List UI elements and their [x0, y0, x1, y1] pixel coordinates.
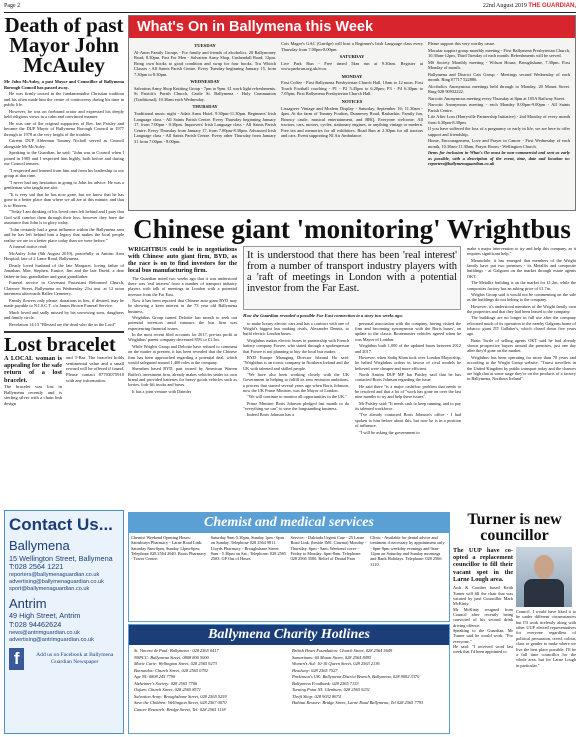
listing: MS Society Monthly meeting - Wilson House, Broughshane, 7.30pm. First Monday of month.	[428, 59, 570, 70]
obituary-paragraph: "John certainly had a great influence within the Ballymena area and he has left behind him a legacy that makes the local people realise we are in a better place today than we were before."	[4, 226, 124, 243]
contact-box	[4, 510, 124, 734]
obituary-paragraph: "It is very sad that he has now gone, but we know that he has gone to a better place than where we all are at this minute, and that is to Heaven.	[4, 191, 124, 208]
charity-entry: Parkinson's UK: Ballymena District Branch, Ballymena, 028 9092 3370	[292, 674, 420, 679]
charity-entry: St. Vincent de Paul: Ballymena - 028 2565 0417	[134, 648, 219, 653]
email-link[interactable]: reporters@ballymenaguardian.co.uk	[9, 572, 100, 579]
charity-entry: British Heart Foundation: Church Street, 028 2564 5649	[292, 648, 393, 653]
chemist-column: Clinic - Available for dental advice and treatment if necessary by appointment only - 6pm-9pm weekday evenings and 9am-12pm on Saturday and Sunday mornings and Bank Holidays. Telephone: 028 2566 3110.	[370, 535, 445, 567]
story-paragraph: Prime Minister Boris Johnson pledged last month to do "everything we can" to save the longstanding business.	[243, 400, 349, 412]
obituary-paragraph: "I never had any hesitation in going to John for advice. He was a gentleman who taught me alot.	[4, 179, 124, 190]
email-link[interactable]: advertising@ballymenaguardian.co.uk	[9, 579, 104, 586]
story-paragraph: Mr McKinty resigned from Council after recently being convicted of his second drink driving offence.	[453, 606, 513, 628]
listing: Salvation Army Shop Knitting Group - 7pm to 9pm. £1 work light refreshments. St Patrick's Parish Church, Castle St. Ballymena - Holy Communion (Traditional), 10.30am each Wednesday.	[134, 85, 276, 102]
story-paragraph: The Guardian noted two weeks ago that it was understood there was 'real interest' from a number of transport industry players with talk of meetings in London with a potential investor from the Far East.	[128, 275, 237, 297]
charity-entry: Samaritans: 60 Mount Street, 028 2564 8495	[292, 654, 372, 660]
charity-entry: Oxfam: Church Street, 028 2565 8571	[134, 687, 201, 692]
charity-entry: Thrift Shop: 028 9032 8674	[292, 693, 341, 699]
facebook-promo[interactable]	[9, 648, 119, 670]
facebook-icon: f	[9, 648, 24, 670]
clipping-quote: It is understood that there has been 'real interest' from a number of transport industry players with a 'raft of meetings in London with a potential investor from the Far East.	[247, 250, 457, 294]
day-heading: THURSDAY	[192, 104, 218, 110]
bracelet-text: The bracelet was lost in Ballymena recently and is sterling silver with a chain link design	[4, 383, 62, 407]
story-lead: WRIGHTBUS could be in negotiations with Chinese auto giant firm, BYD, as the race is on to find investors for the local bus manufacturing firm.	[128, 246, 237, 275]
story-paragraph: Council. I would have liked it to be under different circumstances but I'll work tirelessly along with other UUP elected representatives for everyone regardless of political persuasion, creed, colour, class or gender to make where we live the best place possible. I'll be a full time councillor for the whole area, but for Larne Lough in particular."	[516, 609, 576, 668]
charity-column	[292, 648, 444, 713]
story-paragraph: Shenzhen based BYD, part owned by American Warren Buffet's investment firm, already makes vehicles under its own brand and provided batteries for heavy goods vehicles such as lorries, fork-lift trucks and buses.	[128, 366, 237, 388]
obituary-paragraph: However, he was on firebrand orator and expressed his deeply held religious views in a calm and convinced manner.	[4, 108, 124, 119]
charity-entry: Barnardos: Church Street, 028 2565 0792	[134, 667, 208, 673]
listing: Macular support group monthly meeting - First Ballymena Presbyterian Church, 10.30am-12pm, Third Tuesday of each month. Refreshments will be served.	[428, 47, 570, 58]
story-paragraph: The buildings are no longer in full use after the company relocated much of its operation to the nearby Galgorm home of tobacco giant JTI Gallaher's, which closed down five years ago.	[467, 315, 576, 337]
office-phone[interactable]: T:028 94462624	[9, 620, 62, 630]
story-paragraph: However, it's understood members of the Wright family own the properties and that they had been leased to the company.	[467, 303, 576, 314]
obituary-byline: Mr John McAuley, a past Mayor and Councillor of Ballymena Borough Council has passed away.	[4, 79, 124, 90]
story-column-wide	[243, 246, 461, 436]
listing: Life After Loss (Harryville Partnership Initiative) - 2nd Monday of every month from 6.30pm-8.30pm.	[428, 114, 570, 125]
story-paragraph: While Wrights Group and Deloitte have refused to comment on the matter at present, it has been revealed that the Chinese firm has been approached regarding a potential deal, which would safeguard around 1,400 roles at the company.	[128, 343, 237, 365]
clipping-caption: How the Guardian revealed a possible Far East connection to a story two weeks ago.	[243, 313, 403, 318]
obituary-paragraph: "I respected and learned from him and from his leadership to our group at that time.	[4, 167, 124, 178]
page-number: Page 2	[4, 3, 21, 10]
bracelet-lead: A LOCAL woman is appealing for the safe return of a lost bracelet.	[4, 355, 62, 384]
chemist-column: Saturday 9am-5.30pm, Sunday 1pm - 6pm on Sunday. Telephone 028 2564 9811. Lloyds Pharmacy - Broughshane Street: 9am - 5.30pm on Sat., Telephone: 028 2565 2503. GP Out of Hours	[210, 535, 287, 562]
turner-headline: Turner is new councillor	[467, 511, 562, 544]
paper-name: THE GUARDIAN,	[528, 3, 576, 10]
story-paragraph: Speaking to the Guardian, Mr Turner said he would work: "For everyone."	[453, 628, 513, 644]
press-clipping	[243, 246, 461, 310]
chemist-title: Chemist and medical services	[129, 513, 449, 533]
obituary-paragraph: Family flowers only please, donations in lieu, if desired, may be made payable to N.I.S.C.T. c/o James Brown Funeral Service.	[4, 297, 124, 308]
story-paragraph: Wrightbus Group turned Deloitte last month to seek out potential investors amid rumours the bus firm was experiencing financial issues.	[128, 315, 237, 331]
wrightbus-headline: Chinese giant 'monitoring' Wrightbus	[133, 214, 571, 244]
charity-title: Ballymena Charity Hotlines	[129, 625, 449, 645]
story-paragraph: The Metallix building is on the market for £1.2m, while the composites factory has an asking price of £1.7m.	[467, 280, 576, 291]
listing: Cois Magee's GAC (Gaeilge) will host a Beginner's Irish Language class every Thursday from 7.00pm-8.00pm.	[281, 41, 423, 52]
office-antrim	[9, 596, 119, 644]
charity-entry: Women's Aid: 10-16 Queen Street, 028 2563 2136	[292, 661, 380, 666]
charity-entry: Alzheimer's Society: 028 2565 7706	[134, 680, 198, 686]
office-phone[interactable]: T:028 2564 1221	[9, 562, 64, 572]
day-heading: MONDAY	[341, 73, 363, 79]
listing: Ballymena and District Cats Group - Meetings second Wednesday of each month. Ring 07717 522886.	[428, 71, 570, 82]
listing: Alcoholics Anonymous meetings held through to Monday, 20 Mount Street. Ring 028 90932222.	[428, 83, 570, 94]
charity-entry: Turning Point NI: Glenburn, 028 2565 9231	[292, 687, 370, 692]
listing: Live Park Run - Free timed 5km run at 9.30am. Register at www.parkrun.org.uk/ecos	[281, 60, 423, 72]
lost-bracelet-story	[4, 331, 124, 407]
office-address: 49 High Street, Antrim	[9, 611, 81, 621]
story-paragraph: Mr Paisley said: "It needs cash to keep running, and to pay its talented workforce.	[355, 400, 461, 412]
office-town: Ballymena	[9, 538, 70, 554]
story-paragraph: Wrights Group said it would not be commenting on the sale as the buildings do not belong to the company.	[467, 291, 576, 303]
wrightbus-story	[128, 214, 576, 436]
facebook-text: Add us on Facebook at Ballymena Guardian Newspaper	[36, 651, 114, 665]
turner-story	[453, 512, 576, 668]
bracelet-text: and T-Bar. The bracelet holds sentimental value and a small reward will be offered if found. Please contact 07703075910 with any information.	[66, 355, 124, 383]
story-paragraph: In the most recent filed accounts for 2017, pre-tax profit at Wrightbus' parent company decreased 85% to £1.5m.	[128, 332, 237, 343]
left-column	[4, 15, 124, 407]
listing: Please support this very worthy cause.	[428, 41, 496, 46]
story-paragraph: Indeed Boris Johnson has a	[247, 412, 295, 418]
listing: Home, Encouragement, Love and Prayer in Cancer - First Wednesday of each month, 10.30am-11.30am, Prayer Room - Wellington Church.	[428, 138, 570, 149]
listing: Narcotic Anonymous meeting - each Monday 8.00pm-9.00pm - All Saints Parish Centre.	[428, 102, 570, 113]
day-heading: TUESDAY	[194, 43, 216, 48]
listing: Lissagreer Vintage and Modern Display - Saturday, September 16; 11.30am - 4pm. At the farm of Tommy Foulton, Dunnevey Road, Rasharkin. Family fun, Bouncy castle, musical entertainment, and BBQ. Everyone welcome. All tractors, cars, motors, cycles, stationary engines, or anything vintage or modern. Free tea and memories for all exhibitors. Road Run at 2.30pm for all tractors and cars. Event supporting NI Air Ambulance.	[281, 105, 423, 139]
obituary-headline: Death of past Mayor John McAuley	[4, 13, 124, 77]
charity-entry: Cancer Research: Bridge Street, Tel: 028 2565 1118	[134, 706, 226, 712]
obituary-paragraph: A funeral notice read:	[9, 244, 48, 249]
office-ballymena	[9, 538, 119, 593]
story-column	[128, 246, 237, 436]
charity-column	[134, 648, 286, 713]
whats-on-title: What's On in Ballymena this Week	[129, 16, 575, 38]
obituary-paragraph: Much loved and sadly missed by his sorrowing sons, daughters and family circle.	[4, 309, 124, 320]
obituary-paragraph: He was firmly rooted in the fundamentalist Christian tradition and his often made him the centre of controversy during his time in public life.	[4, 91, 124, 107]
obituary-paragraph: Speaking to the Guardian, he said: "John was in Council when I joined in 1985 and I respected him highly, both before and during our Council tenures.	[4, 150, 124, 166]
listing: If you have suffered the loss of a pregnancy or early in life, we are here to offer support and friendship.	[428, 126, 570, 137]
story-paragraph: "I will be asking the government to	[359, 429, 420, 435]
office-address: 15 Wellington Street, Ballymena	[9, 553, 113, 563]
chemist-column: Service: - Dalriada Urgent Care - 25 Larne Road Link. (beside IMC Cinema) Monday - Thursday: 6pm - 8am; Weekend cover - Friday to Monday: 6pm-8am. Telephone: 028 2566 3500. Relief of Dental Pain	[290, 535, 367, 562]
turner-lead: The UUP have co-opted a replacement councillor to fill their vacant spot in the Larne Lough area.	[453, 547, 513, 583]
charity-entry: Age NI: 0808 245 7790	[134, 674, 176, 679]
charity-entry: Save the Children: Wellington Street, 028 2567 0070	[134, 700, 227, 705]
story-paragraph: Meanwhile, it has emerged that members of the Wright family have put two premises - its Metallix and composite buildings - at Galgorm on the market through estate agents OKT.	[467, 257, 576, 279]
chemist-section	[128, 512, 450, 622]
obituary-paragraph: Current DUP Alderman Tommy Nicholl served as Council alongside Mr McAuley.	[4, 138, 124, 149]
obituary-paragraph: Revelation 14:13 "Blessed are the dead who die in the Lord"	[9, 321, 116, 327]
submission-note: Items for inclusion in What's On must be non-commercial and sent as early as possible, with a description of the event, time, date and location to: reporters@ballymenaguardian.co.uk	[428, 150, 570, 166]
obituary-paragraph: He was one of the original supporters of Rev. Ian Paisley and became the DUP Mayor of Ballymena Borough Council in 1977 through to 1978 at the very height of the troubles.	[4, 120, 124, 137]
email-link[interactable]: news@antrimguardian.co.uk	[9, 629, 80, 636]
charity-entry: Ballymena Foodbank: 028 2565 7153	[292, 680, 359, 686]
day-heading: SATURDAY	[339, 54, 365, 59]
obituary-paragraph: "Today I am thinking of his loved ones left behind and I pray that God will comfort them through their loss, however they have the assurance that John is in glory today.	[4, 209, 125, 225]
story-paragraph: Now it has been reported that Chinese auto giant BYD may be showing a keen interest in the 73 year old Ballymena business.	[128, 297, 237, 314]
obituary-body	[4, 79, 124, 327]
story-paragraph: personal association with the company, having visited the firm and becoming synonymous with the Boris buses', an update to the classic Routemaster vehicles agreed when he was Mayor of London.	[355, 320, 461, 342]
whats-on-column	[281, 41, 423, 168]
story-paragraph: Brain Turtle of selling agents OKT said he had already shown prospective buyers around the premises, just one day after they'd gone on the market.	[467, 337, 576, 354]
listing: Traditional music night - Adair Arms Hotel, 9.30pm-11.30pm. Beginners' Irish Language class - All Saints Parish Centre. Every Thursday beginning January 17, from 7.00pm - 8.30pm. Improvers' Irish Language class - All Saints Parish Centre. Every Thursday from January 17, from 7.00pm-8.30pm. Advanced Irish Language class - All Saints Parish Centre. Every other Thursday from January 31 from 7.00pm - 8.00pm.	[134, 111, 276, 144]
listing: Al-Anon Family Groups - For family and friends of alcoholics. 20 Ballymoney Road, 8.30pm. Fast For Men - Salvation Army Shop, Cushendall Road, 12pm. Bring own books to good condition and swap for four books. Tru Whitch Classes - All Saints Parish Centre, Every Tuesday beginning January 15, from 7.30pm to 8.30pm.	[134, 49, 276, 77]
charity-entry: Habitat Restore: Bridge Street, Larne Road Ballymena, Tel 028 2565 7793	[292, 700, 424, 705]
obituary-paragraph: Dearly loved husband of the late Margaret, loving father of Jonathan, Mae, Stephen, Eunice, Jim and the late David, a dear father-in-law, grandfather and great grandfather.	[4, 262, 124, 279]
story-paragraph: Ards & Comber based Keith Turner will fill the chair that was vacated by past Councillor Mark McKinty.	[453, 585, 513, 607]
email-link[interactable]: advertising@antrimguardian.co.uk	[9, 636, 94, 643]
whats-on-column	[134, 41, 276, 168]
listing: First Coffee - First Ballymena Presbyterian Church Hall, 10am to 12 noon. First Touch Football coaching - P1 - P2 5.45pm to 6.20pm; P3 - P4 6.30pm to 7.05pm; First Ballymena Presbyterian Church Hall.	[281, 80, 423, 97]
story-paragraph: BYD Europe Managing Director Isbrand Ho said: "Wrightbus is an iconic company in Northern Ireland and the UK with talented and skilled people.	[243, 354, 349, 371]
charity-entry: Headway: 028 2565 7527	[292, 667, 338, 673]
story-paragraph: "We have also been working closely with the UK Government in helping to fulfill its zero emission ambitions, a process that started several years ago when Boris Johnson, now the UK Prime Minister, was the Mayor of London.	[243, 371, 349, 394]
charity-entry: Marie Curie: Wellington Street, 028 2565 9273	[134, 661, 217, 666]
page-header	[4, 2, 576, 12]
story-paragraph: to make luxury electric cars and has a contract with one of Wright's biggest bus making rivals, Alexander Dennis, to build electric London buses.	[243, 320, 349, 337]
story-paragraph: "We will continue to monitor all opportunities in the UK."	[247, 394, 348, 400]
bracelet-headline: Lost bracelet	[4, 334, 116, 356]
story-paragraph: North Antrim DUP MP Ian Paisley said that he has contacted Boris Johnson regarding the issue.	[355, 371, 461, 383]
story-paragraph: He said: "I received word last week that I'd been appointed to	[453, 644, 513, 655]
email-link[interactable]: sport@ballymenaguardian.co.uk	[9, 586, 90, 593]
day-heading: NOTICES	[341, 98, 363, 104]
story-paragraph: However, when Sadiq Khan took over London Mayorship, he halted Wrightbus orders in favour of rival models he believed were cheaper and more efficient.	[355, 354, 461, 371]
councillor-photo	[516, 547, 572, 607]
charity-entry: Salvation Army: Broughshane Street, 028 2565 5259	[134, 693, 227, 699]
story-paragraph: make a major intervention to try and help this company, as it requires significant help."	[467, 246, 576, 257]
story-paragraph: He said there "is a major cashflow problem that needs to be resolved and that a lot of "work has gone on over the last nine months to try and help these issues".	[355, 383, 461, 400]
office-town: Antrim	[9, 596, 47, 612]
listing: Narcotic Anonymous meeting every Thursday at 8pm at 105A Railway Street.	[428, 95, 566, 101]
story-paragraph: Wrightbus built 1,000 of the updated buses between 2012 and 2017.	[355, 343, 461, 354]
whats-on-section	[128, 15, 576, 211]
obituary-paragraph: Funeral service in Covenant Protestant Reformed Church, Clarence Street, Ballymena on Wednesday 21st inst. at 12 noon interment afterwards Ballee Cemetery.	[4, 280, 124, 296]
story-column	[467, 246, 576, 436]
chemist-column: Chemist Weekend Opening Hours: Sainsburys Pharmacy - Larne Road Link: Saturday 8am-6pm, Sunday 12pm-6pm; Telephone 028 2564 2640. Boots Pharmacy - Tower Centre:	[131, 535, 207, 562]
day-heading: WEDNESDAY	[190, 79, 220, 85]
issue-date: 22nd August 2019	[482, 3, 527, 10]
story-paragraph: "I've already contacted Boris Johnson's office - I had spoken to him before about this, but now he is in a position of influence.	[355, 412, 461, 429]
story-paragraph: Wrightbus makes electric buses in partnership with French battery company Forsee, who stated through a spokesperson that Forsee is not planning to buy the local bus maker.	[243, 337, 349, 354]
whats-on-column	[428, 41, 570, 168]
contact-title: Contact Us...	[9, 515, 113, 534]
story-paragraph: It has a joint venture with Daimler	[132, 388, 192, 394]
obituary-paragraph: McAuley John (8th August 2019), peacefully at Antrim Area Hospital, late of 2 Lame Road, Ballymena.	[4, 250, 124, 261]
charity-entry: NSPCC: Ballymena Street, 0808 800 5000	[134, 654, 209, 660]
story-paragraph: Wrightbus has been operating for more than 70 years and according to the Wright Group website: "Truest travellers in the United Kingdom by public transport today and the chances are high that at some stage they're on the products of a factory in Ballymena, Northern Ireland".	[467, 354, 576, 382]
charity-hotlines	[128, 624, 450, 734]
